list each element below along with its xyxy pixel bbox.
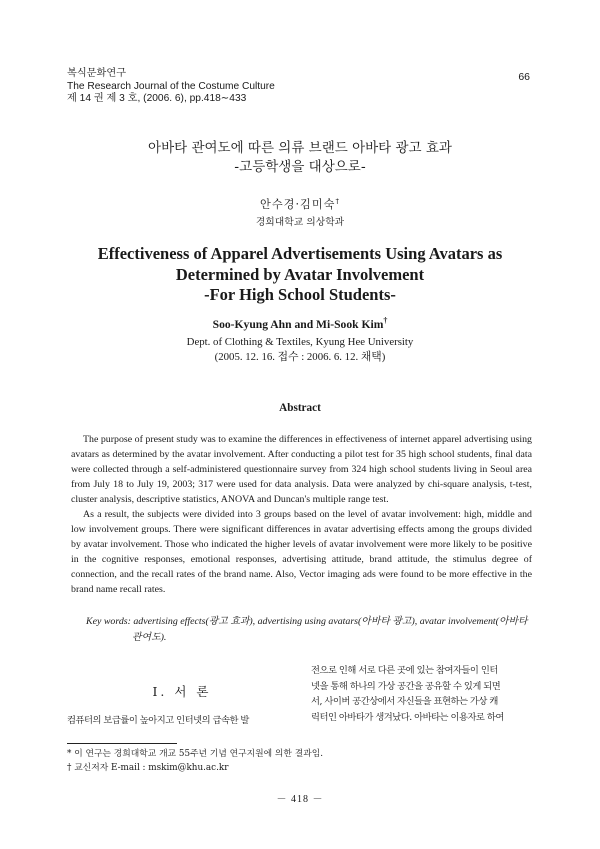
korean-affiliation: 경희대학교 의상학과 [255, 217, 345, 228]
english-title-line: Determined by Avatar Involvement [175, 264, 425, 284]
received-accepted-dates: (2005. 12. 16. 접수 : 2006. 6. 12. 채택) [214, 350, 386, 363]
english-title [0, 244, 600, 306]
right-column [311, 663, 534, 725]
section-heading-introduction: Ⅰ. 서 론 [152, 684, 212, 699]
left-column [67, 663, 297, 729]
journal-name-korean: 복식문화연구 [67, 68, 127, 79]
journal-citation: 제 14 권 제 3 호, (2006. 6), pp.418∼433 [67, 93, 247, 104]
keywords [86, 614, 532, 645]
abstract-paragraph: As a result, the subjects were divided into 3 groups based on the level of avatar involvement: high, middle and low involvement groups. There were significant differences in avatar advertising effects among the groups divided by avatar involvement. Those who indicated the higher levels of avatar involvement were more likely to be positive in the cognitive responses, emotional responses, advertising attitude, brand attitude, the stimulus degree of connection, and the recall rates of the brand name. Also, Vector imaging ads were found to be more effective in the brand name recall rates. [71, 509, 532, 596]
journal-header [67, 68, 275, 106]
english-affiliation-block [0, 335, 600, 364]
footnote-divider [67, 743, 177, 744]
right-column-line: 전으로 인해 서로 다른 곳에 있는 참여자들이 인터 [311, 665, 498, 676]
korean-title-block [0, 139, 600, 177]
corresponding-author-mark: † [335, 197, 340, 206]
left-column-text: 컴퓨터의 보급률이 높아지고 인터넷의 급속한 발 [67, 715, 249, 726]
korean-title: 아바타 관여도에 따른 의류 브랜드 아바타 광고 효과 [148, 140, 452, 156]
page-number: 66 [518, 71, 530, 83]
english-subtitle: -For High School Students- [204, 285, 396, 304]
korean-author-names: 안수경·김미숙 [260, 198, 336, 211]
abstract-body [71, 432, 532, 598]
english-affiliation: Dept. of Clothing & Textiles, Kyung Hee University [186, 336, 414, 348]
right-column-line: 서, 사이버 공간상에서 자신들을 표현하는 가상 캐 [311, 696, 498, 708]
folio: － 418 － [276, 794, 324, 805]
korean-subtitle: -고등학생을 대상으로- [234, 159, 366, 175]
english-author-names: Soo-Kyung Ahn and Mi-Sook Kim [212, 317, 384, 331]
abstract-paragraph: The purpose of present study was to examine the differences in effectiveness of internet apparel advertising using avatars as determined by the avatar involvement. After conducting a pilot test for 35 high school students, final data were collected through a self-administered questionnaire survey from 324 high school students living in Seoul area from July 18 to July 19, 2003; 317 were used for data analysis. Data were analyzed by chi-square analysis, t-test, cluster analysis, descriptive statistics, ANOVA and Duncan's multiple range test. [71, 434, 532, 506]
right-column-line: 넷을 통해 하나의 가상 공간을 공유할 수 있게 되면 [311, 680, 501, 692]
keywords-line: Key words: advertising effects(광고 효과), advertising using avatars(아바타 광고), avatar involvement(아바타 [86, 616, 528, 627]
footnotes [67, 748, 537, 775]
funding-footnote: * 이 연구는 경희대학교 개교 55주년 기념 연구지원에 의한 결과임. [67, 749, 324, 759]
right-column-line: 릭터인 아바타가 생겨났다. 아바타는 이용자로 하여 [311, 711, 504, 723]
english-authors [0, 316, 600, 331]
english-title-line: Effectiveness of Apparel Advertisements Using Avatars as [97, 244, 503, 263]
korean-authors [0, 196, 600, 212]
corresponding-author-footnote: † 교신저자 E-mail : mskim@khu.ac.kr [67, 762, 229, 773]
keywords-line: 관여도). [132, 631, 167, 643]
journal-name-english: The Research Journal of the Costume Culture [67, 80, 275, 92]
abstract-heading: Abstract [279, 402, 321, 414]
corresponding-author-mark: † [383, 316, 388, 325]
